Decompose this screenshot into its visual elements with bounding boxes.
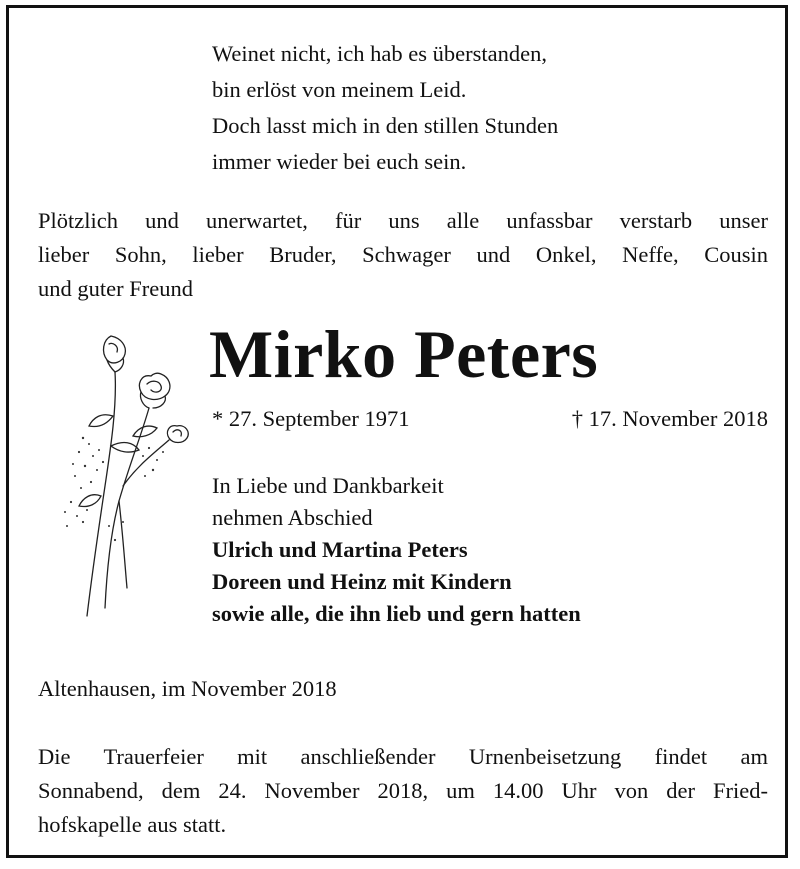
- mourner-name-1: Ulrich und Martina Peters: [212, 537, 468, 562]
- poem-line-3: Doch lasst mich in den stillen Stunden: [212, 113, 559, 138]
- intro-text: [38, 204, 768, 306]
- poem-line-2: bin erlöst von meinem Leid.: [212, 77, 467, 102]
- intro-line-3: und guter Freund: [38, 276, 193, 301]
- obituary-frame: [6, 5, 788, 858]
- service-line-2: Sonnabend, dem 24. November 2018, um 14.00 Uhr von der Fried-: [38, 778, 768, 803]
- poem-line-1: Weinet nicht, ich hab es überstanden,: [212, 41, 547, 66]
- roses-illustration: [53, 326, 203, 626]
- service-line-3: hofskapelle aus statt.: [38, 812, 227, 837]
- service-line-1: Die Trauerfeier mit anschließender Urnenbeisetzung findet am: [38, 744, 768, 769]
- service-info: [38, 740, 768, 842]
- intro-line-2: lieber Sohn, lieber Bruder, Schwager und Onkel, Neffe, Cousin: [38, 242, 768, 267]
- death-date: † 17. November 2018: [571, 406, 768, 431]
- poem: [212, 36, 772, 180]
- poem-line-4: immer wieder bei euch sein.: [212, 149, 467, 174]
- mourners-block: [212, 470, 581, 630]
- mourner-name-2: Doreen und Heinz mit Kindern: [212, 569, 512, 594]
- mourner-name-3: sowie alle, die ihn lieb und gern hatten: [212, 601, 581, 626]
- intro-line-1: Plötzlich und unerwartet, für uns alle unfassbar verstarb unser: [38, 208, 768, 233]
- place-date: Altenhausen, im November 2018: [38, 676, 337, 701]
- mourners-line-1: In Liebe und Dankbarkeit: [212, 473, 444, 498]
- deceased-name: Mirko Peters: [209, 316, 599, 392]
- mourners-line-2: nehmen Abschied: [212, 505, 373, 530]
- birth-date: * 27. September 1971: [212, 406, 410, 431]
